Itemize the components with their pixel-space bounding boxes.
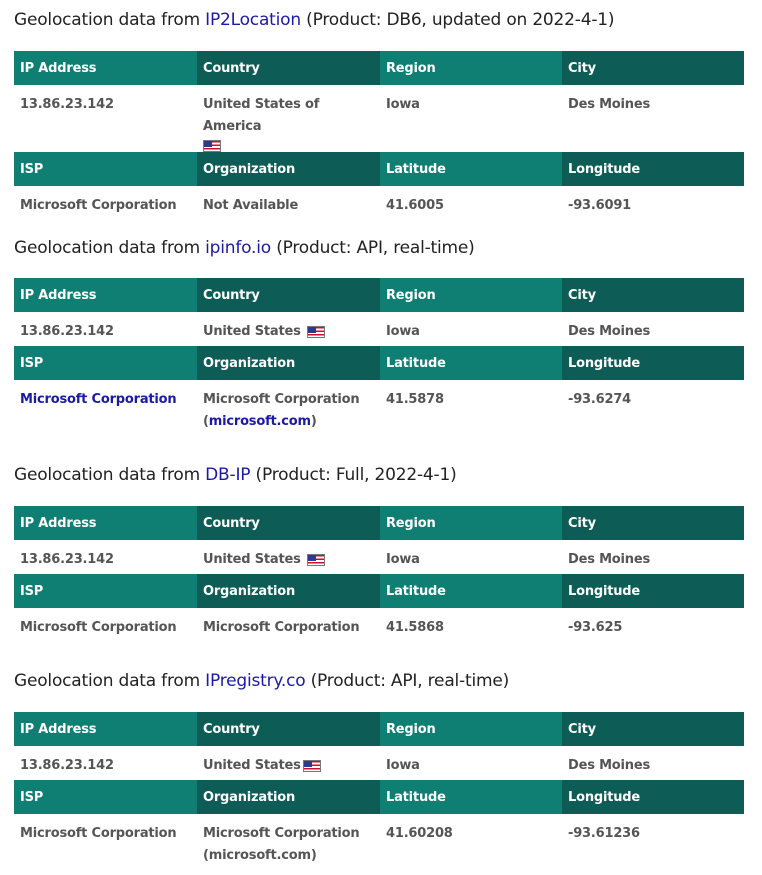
value-isp: [14, 380, 197, 438]
value-region: Iowa: [386, 324, 420, 339]
header-city: City: [562, 278, 744, 312]
header-region: Region: [380, 51, 562, 85]
table-row: [14, 746, 744, 780]
value-country: [197, 540, 380, 574]
value-ip-address: 13.86.23.142: [20, 758, 114, 773]
value-latitude: 41.5878: [386, 392, 444, 407]
header-ip-address: IP Address: [14, 51, 197, 85]
value-longitude: -93.61236: [568, 826, 640, 841]
provider-link-ipregistry[interactable]: IPregistry.co: [205, 671, 306, 691]
header-city: City: [562, 712, 744, 746]
value-longitude: -93.6274: [568, 392, 632, 407]
section-heading: [14, 670, 509, 692]
value-latitude: 41.6005: [386, 198, 444, 213]
header-isp: ISP: [14, 346, 197, 380]
header-latitude: Latitude: [380, 152, 562, 186]
provider-link-dbip[interactable]: DB-IP: [205, 465, 251, 485]
value-country: [197, 85, 380, 152]
table-row: [14, 540, 744, 574]
header-region: Region: [380, 506, 562, 540]
country-name: United States of America: [203, 97, 320, 134]
geo-section-ipregistry: [0, 670, 762, 875]
organization-name: Microsoft Corporation: [203, 392, 360, 407]
table-row: [14, 814, 744, 872]
value-latitude: 41.5868: [386, 620, 444, 635]
geo-section-ip2location: [0, 9, 762, 219]
value-organization: Not Available: [203, 198, 299, 213]
table-header-row: [14, 152, 744, 186]
header-longitude: Longitude: [562, 346, 744, 380]
header-longitude: Longitude: [562, 574, 744, 608]
header-ip-address: IP Address: [14, 712, 197, 746]
table-row: [14, 186, 744, 226]
heading-suffix: (Product: API, real-time): [305, 671, 510, 691]
header-isp: ISP: [14, 574, 197, 608]
header-organization: Organization: [197, 574, 380, 608]
header-latitude: Latitude: [380, 346, 562, 380]
header-country: Country: [197, 712, 380, 746]
value-isp: Microsoft Corporation: [20, 826, 177, 841]
provider-link-ipinfo[interactable]: ipinfo.io: [205, 238, 271, 258]
heading-prefix: Geolocation data from: [14, 238, 206, 258]
heading-prefix: Geolocation data from: [14, 10, 206, 30]
value-isp: Microsoft Corporation: [20, 620, 177, 635]
value-city: Des Moines: [568, 97, 651, 112]
heading-suffix: (Product: API, real-time): [270, 238, 475, 258]
table-header-row: [14, 506, 744, 540]
us-flag-icon: [303, 760, 321, 772]
heading-prefix: Geolocation data from: [14, 465, 206, 485]
value-longitude: -93.625: [568, 620, 623, 635]
us-flag-icon: [307, 326, 325, 338]
section-heading: [14, 9, 614, 31]
header-city: City: [562, 506, 744, 540]
geo-table: [14, 712, 744, 872]
geo-section-ipinfo: [0, 237, 762, 447]
heading-prefix: Geolocation data from: [14, 671, 206, 691]
header-organization: Organization: [197, 346, 380, 380]
value-ip-address: 13.86.23.142: [20, 324, 114, 339]
section-heading: [14, 464, 457, 486]
header-organization: Organization: [197, 152, 380, 186]
header-longitude: Longitude: [562, 780, 744, 814]
value-city: Des Moines: [568, 552, 651, 567]
table-header-row: [14, 51, 744, 85]
geo-table: [14, 506, 744, 648]
section-heading: [14, 237, 475, 259]
value-country: [197, 746, 380, 780]
geo-table: [14, 51, 744, 226]
header-isp: ISP: [14, 152, 197, 186]
provider-link-ip2location[interactable]: IP2Location: [205, 10, 301, 30]
value-region: Iowa: [386, 758, 420, 773]
value-latitude: 41.60208: [386, 826, 453, 841]
header-country: Country: [197, 506, 380, 540]
header-latitude: Latitude: [380, 574, 562, 608]
table-header-row: [14, 780, 744, 814]
geo-section-dbip: [0, 464, 762, 644]
value-region: Iowa: [386, 97, 420, 112]
value-city: Des Moines: [568, 324, 651, 339]
organization-domain-link[interactable]: microsoft.com: [208, 414, 311, 429]
table-header-row: [14, 278, 744, 312]
value-country: [197, 312, 380, 346]
header-latitude: Latitude: [380, 780, 562, 814]
value-longitude: -93.6091: [568, 198, 632, 213]
header-isp: ISP: [14, 780, 197, 814]
header-organization: Organization: [197, 780, 380, 814]
table-row: [14, 312, 744, 346]
header-country: Country: [197, 278, 380, 312]
value-organization: Microsoft Corporation (microsoft.com): [203, 826, 360, 863]
header-region: Region: [380, 712, 562, 746]
header-ip-address: IP Address: [14, 506, 197, 540]
value-organization: Microsoft Corporation: [203, 620, 360, 635]
table-row: [14, 380, 744, 438]
country-name: United States: [203, 758, 301, 773]
table-header-row: [14, 346, 744, 380]
value-isp: Microsoft Corporation: [20, 198, 177, 213]
header-country: Country: [197, 51, 380, 85]
header-ip-address: IP Address: [14, 278, 197, 312]
value-ip-address: 13.86.23.142: [20, 552, 114, 567]
us-flag-icon: [307, 554, 325, 566]
table-header-row: [14, 574, 744, 608]
country-name: United States: [203, 552, 301, 567]
table-header-row: [14, 712, 744, 746]
heading-suffix: (Product: Full, 2022-4-1): [250, 465, 457, 485]
value-organization: Microsoft Corporation (microsoft.com): [203, 392, 360, 429]
table-row: [14, 608, 744, 648]
us-flag-icon: [203, 140, 221, 152]
heading-suffix: (Product: DB6, updated on 2022-4-1): [300, 10, 615, 30]
isp-link[interactable]: Microsoft Corporation: [20, 392, 177, 407]
table-row: [14, 85, 744, 152]
header-longitude: Longitude: [562, 152, 744, 186]
header-city: City: [562, 51, 744, 85]
value-city: Des Moines: [568, 758, 651, 773]
header-region: Region: [380, 278, 562, 312]
value-ip-address: 13.86.23.142: [20, 97, 114, 112]
geo-table: [14, 278, 744, 438]
value-region: Iowa: [386, 552, 420, 567]
country-name: United States: [203, 324, 301, 339]
